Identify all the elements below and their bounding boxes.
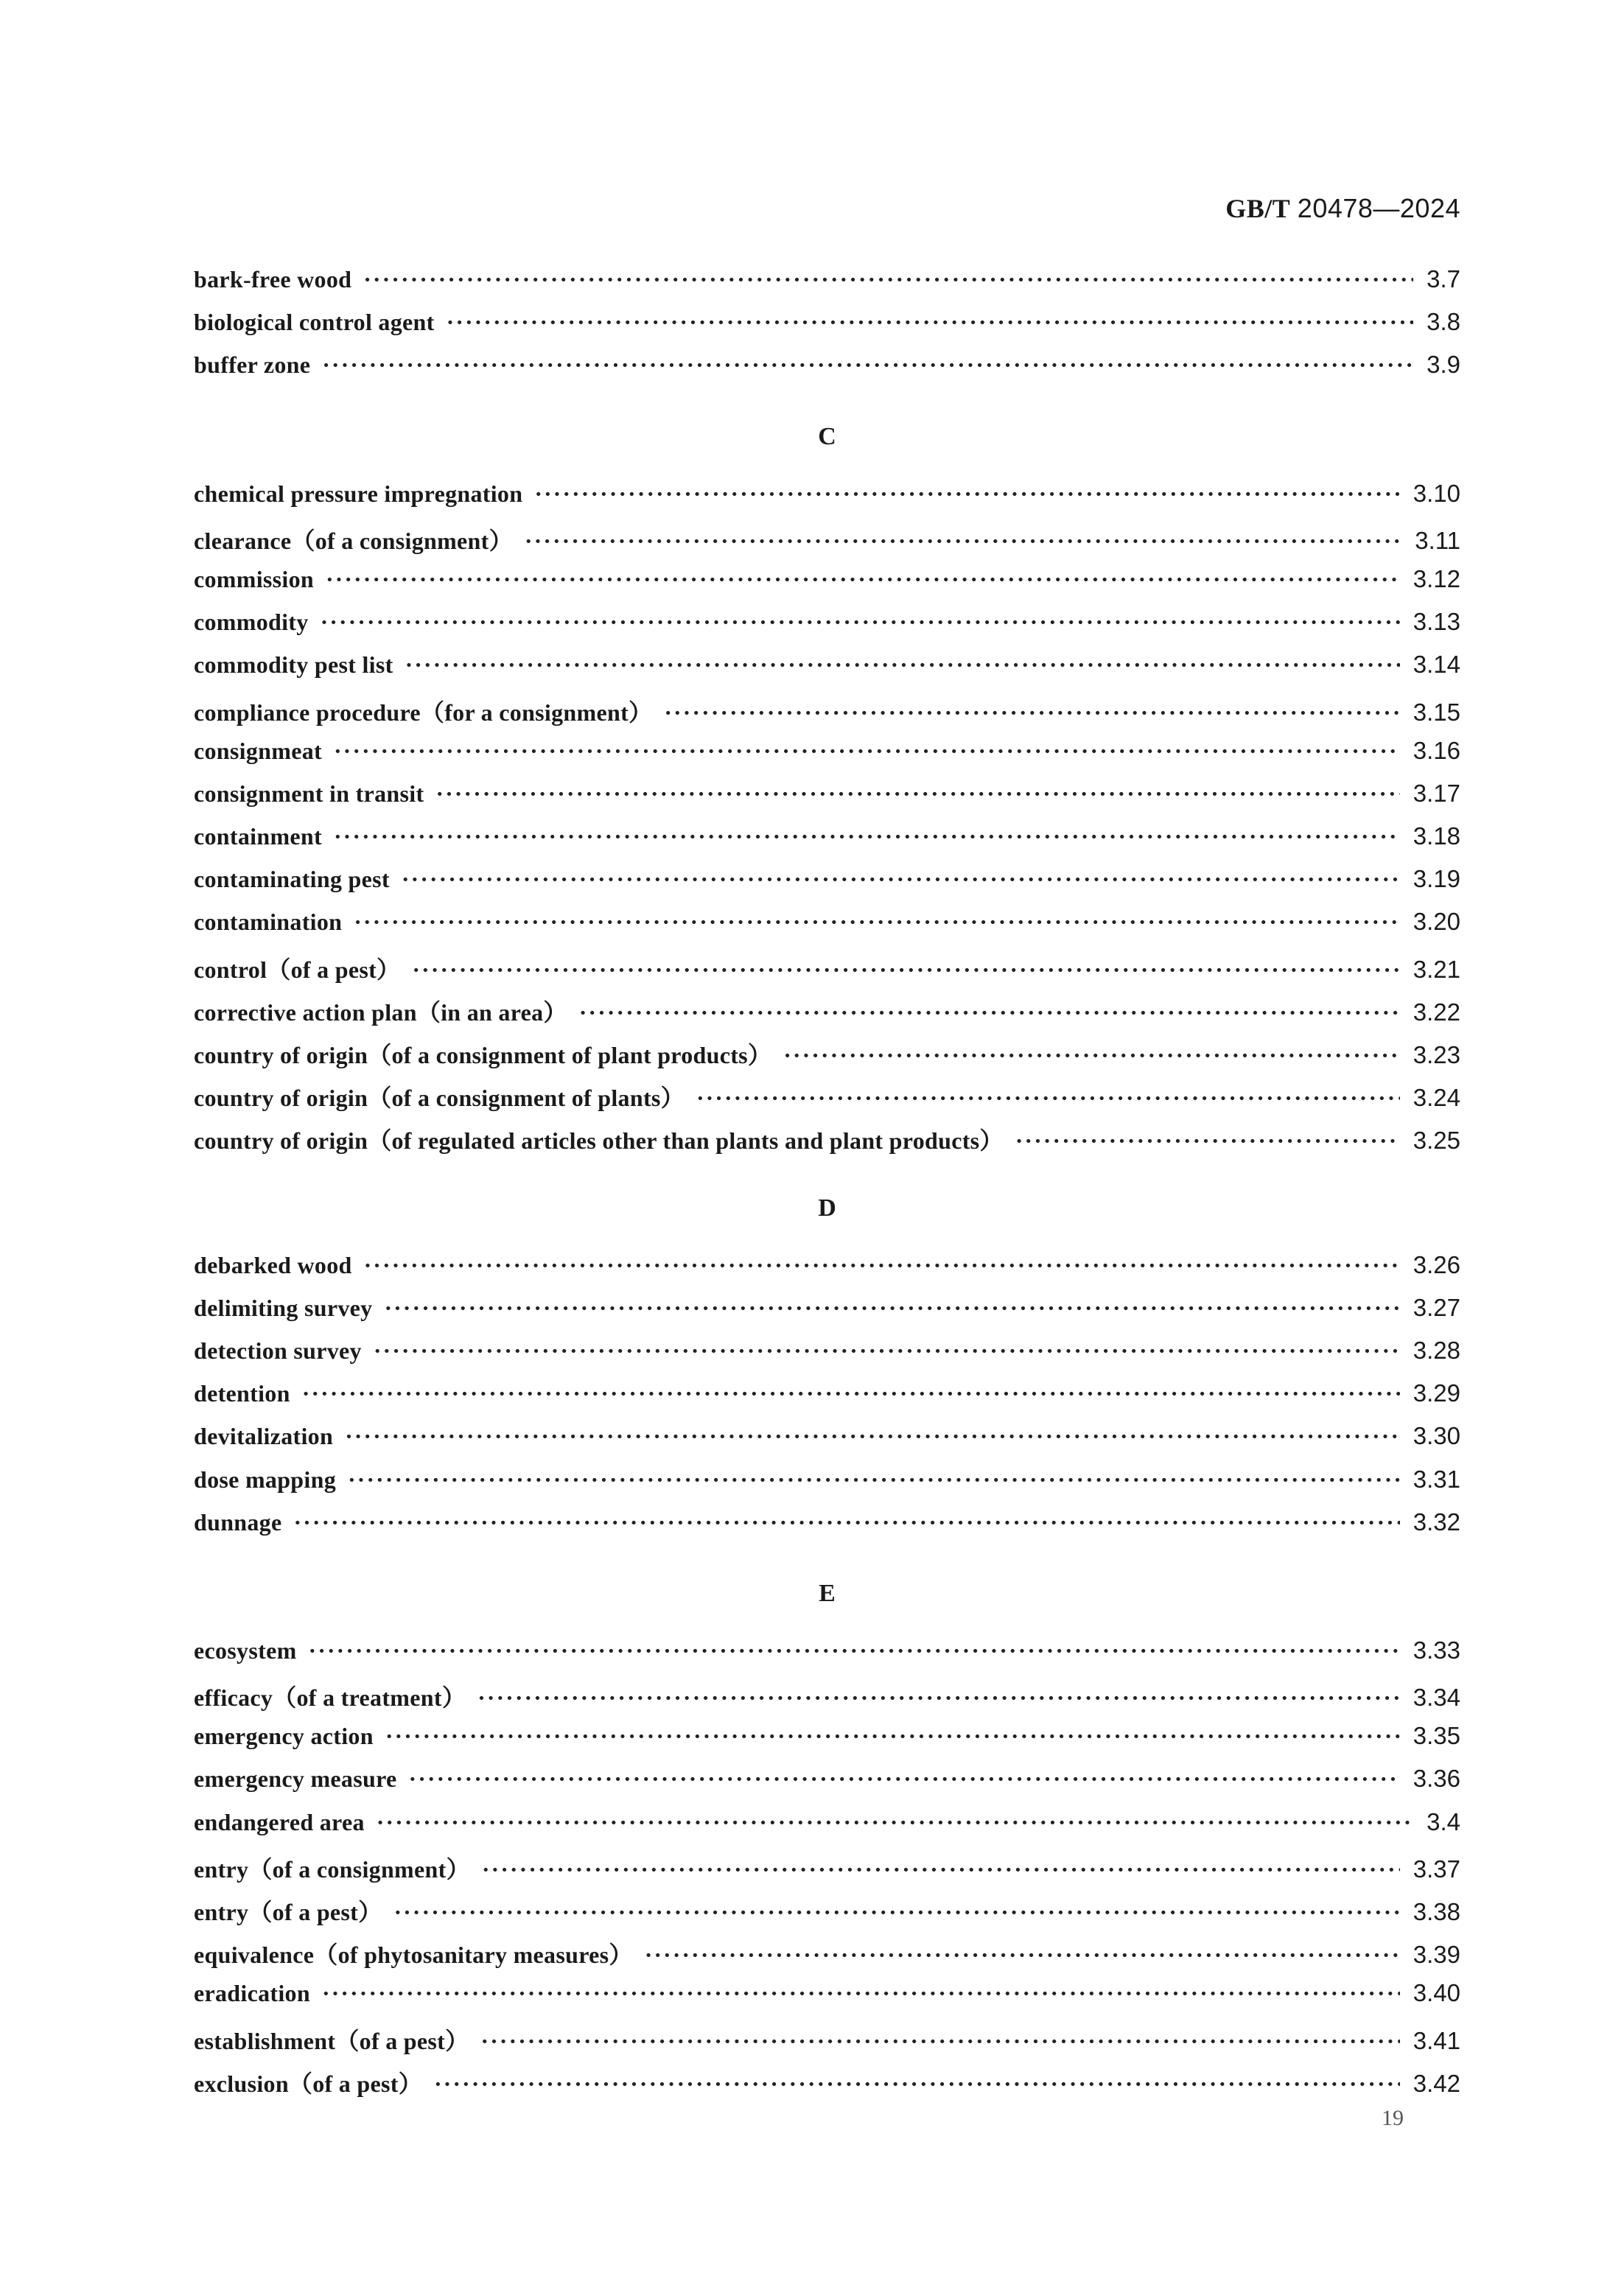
dot-leader xyxy=(696,1085,1400,1112)
clause-reference: 3.24 xyxy=(1413,1084,1460,1112)
dot-leader xyxy=(363,266,1413,293)
clause-reference: 3.35 xyxy=(1413,1722,1460,1750)
page-number: 19 xyxy=(1382,2106,1404,2130)
index-entry xyxy=(194,522,1460,565)
dot-leader xyxy=(477,1684,1400,1712)
dot-leader xyxy=(1015,1127,1400,1155)
index-term: exclusion（of a pest） xyxy=(194,2070,422,2097)
dot-leader xyxy=(384,1295,1399,1322)
clause-reference: 3.34 xyxy=(1413,1684,1460,1712)
clause-reference: 3.12 xyxy=(1413,564,1460,592)
index-term: establishment（of a pest） xyxy=(194,2027,469,2054)
index-term: containment xyxy=(194,823,322,850)
dot-leader xyxy=(664,699,1399,727)
index-term: corrective action plan（in an area） xyxy=(194,998,567,1026)
clause-reference: 3.31 xyxy=(1413,1465,1460,1493)
clause-reference: 3.25 xyxy=(1413,1127,1460,1155)
index-entry xyxy=(194,565,1460,608)
index-entry xyxy=(194,1808,1460,1851)
index-entry xyxy=(194,1122,1460,1165)
index-term: country of origin（of a consignment of plant products） xyxy=(194,1042,772,1068)
dot-leader xyxy=(385,1723,1400,1750)
section-letter-d: D xyxy=(818,1194,836,1222)
index-entry xyxy=(194,308,1460,351)
clause-reference: 3.38 xyxy=(1413,1898,1460,1925)
index-entry xyxy=(194,1422,1460,1465)
clause-reference: 3.23 xyxy=(1413,1041,1460,1068)
dot-leader xyxy=(480,2028,1399,2055)
standard-number-header xyxy=(1225,193,1460,224)
clause-reference: 3.14 xyxy=(1413,651,1460,679)
dot-leader xyxy=(302,1380,1400,1407)
index-entry xyxy=(194,865,1460,908)
index-term: commodity pest list xyxy=(194,651,393,679)
clause-reference: 3.30 xyxy=(1413,1422,1460,1450)
standard-prefix: GB/T xyxy=(1225,194,1291,223)
index-entry xyxy=(194,1508,1460,1551)
index-term: dunnage xyxy=(194,1508,282,1536)
dot-leader xyxy=(348,1466,1400,1494)
dot-leader xyxy=(326,566,1400,593)
index-term: entry（of a consignment） xyxy=(194,1855,470,1883)
index-term: endangered area xyxy=(194,1808,365,1835)
index-entry xyxy=(194,1979,1460,2022)
dot-leader xyxy=(579,999,1400,1026)
standard-number: 20478—2024 xyxy=(1297,193,1460,223)
index-entry xyxy=(194,822,1460,865)
index-entry xyxy=(194,908,1460,951)
dot-leader xyxy=(482,1856,1400,1883)
index-term: entry（of a pest） xyxy=(194,1899,382,1925)
clause-reference: 3.16 xyxy=(1413,736,1460,764)
dot-leader xyxy=(402,866,1400,893)
dot-leader xyxy=(434,2070,1400,2098)
index-term: contamination xyxy=(194,909,343,936)
clause-reference: 3.22 xyxy=(1413,998,1460,1026)
clause-reference: 3.13 xyxy=(1413,608,1460,636)
clause-reference: 3.40 xyxy=(1413,1979,1460,2007)
dot-leader xyxy=(405,651,1400,679)
dot-leader xyxy=(525,528,1401,555)
index-term: consignment in transit xyxy=(194,780,424,807)
dot-leader xyxy=(321,609,1400,636)
index-term: buffer zone xyxy=(194,351,311,379)
dot-leader xyxy=(409,1765,1400,1793)
clause-reference: 3.36 xyxy=(1413,1765,1460,1793)
clause-reference: 3.32 xyxy=(1413,1508,1460,1536)
index-term: clearance（of a consignment） xyxy=(194,527,513,554)
index-entry xyxy=(194,1936,1460,1979)
index-entry xyxy=(194,1765,1460,1807)
dot-leader xyxy=(364,1252,1400,1279)
clause-reference: 3.9 xyxy=(1427,351,1460,379)
clause-reference: 3.7 xyxy=(1427,265,1460,293)
index-entry xyxy=(194,1466,1460,1508)
index-entry xyxy=(194,1679,1460,1722)
index-term: country of origin（of regulated articles other than plants and plant products） xyxy=(194,1127,1004,1155)
index-term: emergency action xyxy=(194,1723,374,1750)
index-entry xyxy=(194,1636,1460,1679)
dot-leader xyxy=(309,1637,1400,1664)
section-letter-c: C xyxy=(818,422,836,450)
index-entry xyxy=(194,1037,1460,1079)
index-term: debarked wood xyxy=(194,1251,352,1278)
clause-reference: 3.39 xyxy=(1413,1941,1460,1969)
index-entry xyxy=(194,1851,1460,1894)
clause-reference: 3.33 xyxy=(1413,1636,1460,1664)
dot-leader xyxy=(783,1042,1400,1069)
dot-leader xyxy=(374,1337,1400,1365)
index-entry xyxy=(194,694,1460,737)
clause-reference: 3.41 xyxy=(1413,2026,1460,2054)
index-term: devitalization xyxy=(194,1423,334,1450)
clause-reference: 3.11 xyxy=(1415,526,1460,554)
dot-leader xyxy=(294,1509,1400,1536)
clause-reference: 3.4 xyxy=(1427,1807,1460,1835)
index-entry xyxy=(194,1894,1460,1936)
dot-leader xyxy=(334,738,1400,765)
index-entry xyxy=(194,351,1460,393)
index-term: contaminating pest xyxy=(194,866,390,893)
dot-leader xyxy=(645,1942,1400,1969)
clause-reference: 3.8 xyxy=(1427,308,1460,336)
clause-reference: 3.29 xyxy=(1413,1379,1460,1407)
dot-leader xyxy=(322,1980,1400,2007)
index-term: dose mapping xyxy=(194,1466,336,1493)
clause-reference: 3.42 xyxy=(1413,2069,1460,2097)
clause-reference: 3.21 xyxy=(1413,955,1460,983)
clause-reference: 3.17 xyxy=(1413,779,1460,807)
index-entry xyxy=(194,1251,1460,1294)
index-entry xyxy=(194,480,1460,522)
dot-leader xyxy=(447,309,1414,336)
clause-reference: 3.19 xyxy=(1413,865,1460,893)
index-entry xyxy=(194,737,1460,780)
index-term: compliance procedure（for a consignment） xyxy=(194,699,653,726)
index-entry xyxy=(194,2023,1460,2065)
index-entry xyxy=(194,1722,1460,1765)
index-term: chemical pressure impregnation xyxy=(194,480,523,507)
dot-leader xyxy=(345,1423,1400,1450)
index-term: country of origin（of a consignment of plants） xyxy=(194,1085,685,1112)
index-entry xyxy=(194,1294,1460,1337)
clause-reference: 3.27 xyxy=(1413,1293,1460,1321)
index-term: detention xyxy=(194,1380,290,1407)
index-term: commission xyxy=(194,565,314,592)
index-term: consignmeat xyxy=(194,737,322,764)
index-entry xyxy=(194,994,1460,1037)
index-term: delimiting survey xyxy=(194,1294,373,1321)
index-term: efficacy（of a treatment） xyxy=(194,1684,466,1712)
index-entry xyxy=(194,951,1460,994)
clause-reference: 3.15 xyxy=(1413,698,1460,726)
index-entry xyxy=(194,608,1460,651)
dot-leader xyxy=(435,780,1399,808)
index-term: bark-free wood xyxy=(194,266,352,293)
dot-leader xyxy=(354,909,1400,936)
dot-leader xyxy=(412,956,1399,984)
clause-reference: 3.37 xyxy=(1413,1855,1460,1883)
index-entry xyxy=(194,651,1460,693)
index-entry xyxy=(194,1379,1460,1422)
clause-reference: 3.18 xyxy=(1413,822,1460,850)
index-entry xyxy=(194,1337,1460,1379)
index-entry xyxy=(194,265,1460,308)
clause-reference: 3.26 xyxy=(1413,1250,1460,1278)
index-entry xyxy=(194,2065,1460,2108)
term-index xyxy=(194,265,1460,2108)
clause-reference: 3.20 xyxy=(1413,908,1460,936)
clause-reference: 3.10 xyxy=(1413,479,1460,507)
dot-leader xyxy=(393,1899,1399,1926)
section-letter-e: E xyxy=(819,1579,836,1607)
clause-reference: 3.28 xyxy=(1413,1336,1460,1364)
index-term: biological control agent xyxy=(194,309,435,336)
index-term: ecosystem xyxy=(194,1636,297,1664)
index-entry xyxy=(194,1079,1460,1122)
index-term: equivalence（of phytosanitary measures） xyxy=(194,1942,633,1969)
index-term: control（of a pest） xyxy=(194,956,401,983)
dot-leader xyxy=(534,480,1399,508)
dot-leader xyxy=(334,823,1400,850)
index-entry xyxy=(194,780,1460,822)
index-term: eradication xyxy=(194,1980,310,2007)
dot-leader xyxy=(377,1809,1413,1836)
dot-leader xyxy=(322,351,1413,379)
index-term: commodity xyxy=(194,609,309,636)
index-term: detection survey xyxy=(194,1337,362,1364)
index-term: emergency measure xyxy=(194,1765,397,1793)
